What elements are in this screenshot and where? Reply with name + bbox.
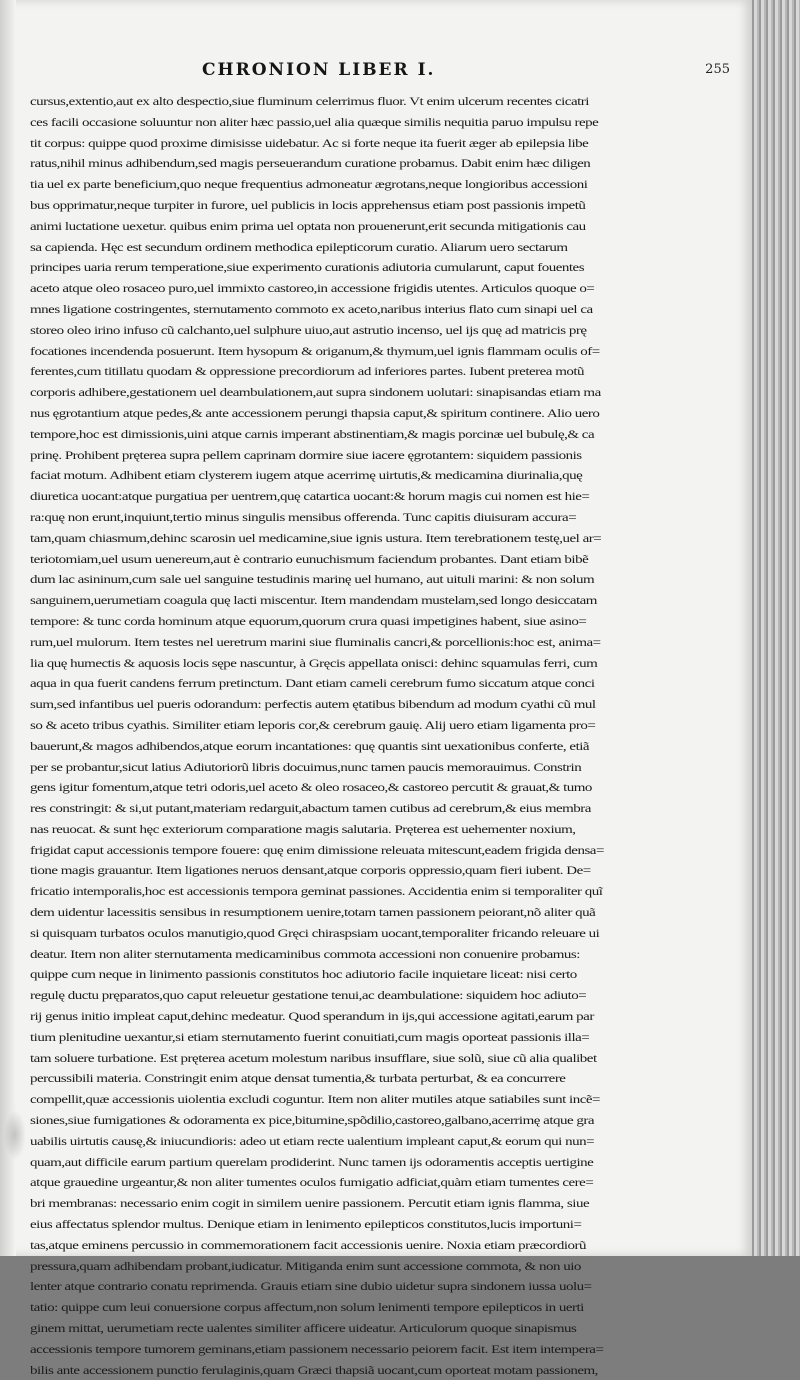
body-text	[30, 91, 670, 1380]
text-line: lia quę humectis & aquosis locis sępe nascuntur, à Gręcis appellata onisci: dehinc squamulas ferri, cum	[30, 655, 598, 670]
text-line: rum,uel mulorum. Item testes nel ueretrum marini siue fluminalis cancri,& porcellionis:hoc est, anima=	[30, 634, 601, 649]
text-line: tione magis grauantur. Item ligationes neruos densant,atque corporis oppressio,quam fieri iubent. De=	[30, 863, 591, 878]
text-line: ces facili occasione soluuntur non aliter hæc passio,uel alia quæque similis nequitia paruo impulsu repe	[30, 114, 599, 129]
text-line: tempore,hoc est dimissionis,uini atque carnis imperant abstinentiam,& magis porcinæ uel bubulę,& ca	[30, 426, 595, 441]
text-line: tam,quam chiasmum,dehinc scarosin uel medicamine,siue ignis ustura. Item terebrationem testę,uel ar=	[30, 530, 602, 545]
text-line: bilis ante accessionem punctio ferulaginis,quam Græci thapsiã uocant,cum oporteat motam passionem,	[30, 1362, 598, 1377]
text-line: sanguinem,uerumetiam coagula quę lacti miscentur. Item mandendam mustelam,sed longo desiccatam	[30, 593, 597, 608]
page-gutter	[0, 0, 16, 1256]
text-line: teriotomiam,uel usum uenereum,aut è contrario eunuchismum faciendum probantes. Dant etiam bibẽ	[30, 551, 589, 566]
text-line: accessionis tempore tumorem geminans,etiam passionem necessario peiorem facit. Est item intempera=	[30, 1341, 604, 1356]
text-line: aqua in qua fuerit candens ferrum pretinctum. Dant etiam cameli cerebrum fumo siccatum atque conci	[30, 676, 595, 691]
text-line: sa capienda. Hęc est secundum ordinem methodica epilepticorum curatio. Aliarum uero sectarum	[30, 239, 568, 254]
text-line: ginem mittat, uerumetiam recte ualentes similiter afficere uideatur. Articulorum quoque sinapismus	[30, 1321, 577, 1336]
text-line: nus ęgrotantium atque pedes,& ante accessionem perungi thapsia caput,& spiritum continere. Alio uero	[30, 405, 600, 420]
text-line: lenter atque contrario conatu reprimenda. Grauis etiam sine dubio uidetur supra sindonem iussa uolu=	[30, 1279, 592, 1294]
page-stain	[4, 1110, 26, 1160]
text-line: animi luctatione uexetur. quibus enim prima uel optata non prouenerunt,erit secunda mitigationis cau	[30, 218, 586, 233]
text-line: quam,aut difficile earum partium querelam prodiderint. Nunc tamen ijs odoramentis acceptis uertigine	[30, 1154, 594, 1169]
text-line: per se probantur,sicut latius Adiutoriorũ libris docuimus,nunc tamen paucis memorauimus. Constrin	[30, 759, 582, 774]
text-line: gens igitur fomentum,atque tetri odoris,uel aceto & oleo rosaceo,& castoreo percutit & grauat,& tumo	[30, 780, 592, 795]
text-line: so & aceto tribus cyathis. Similiter etiam leporis cor,& cerebrum gauię. Alij uero etiam ligamenta pro=	[30, 717, 596, 732]
text-line: eius affectatus splendor multus. Denique etiam in lenimento epilepticos constitutos,lucis importuni=	[30, 1217, 582, 1232]
text-line: res constringit: & si,ut putant,materiam redarguit,abactum tamen cutibus ad cerebrum,& eius membra	[30, 801, 591, 816]
text-line: faciat motum. Adhibent etiam clysterem iugem atque acerrimę uirtutis,& medicamina diurinalia,quę	[30, 468, 583, 483]
text-line: prinę. Prohibent pręterea supra pellem caprinam dormire siue iacere ęgrotantem: siquidem passionis	[30, 447, 582, 462]
text-line: tam soluere turbatione. Est pręterea acetum molestum naribus insufflare, siue solũ, siue cũ alia qualibet	[30, 1050, 597, 1065]
text-line: pressura,quam adhibendam probant,iudicatur. Mitiganda enim sunt accessione commota, & non uio	[30, 1258, 581, 1273]
text-line: rij genus initio impleat caput,dehinc medeatur. Quod sperandum in ijs,qui accessione agitati,earum par	[30, 1009, 594, 1024]
text-line: percussibili materia. Constringit enim atque densat tumentia,& turbata perturbat, & ea concurrere	[30, 1071, 566, 1086]
text-line: si quisquam turbatos oculos manutigio,quod Gręci chiraspsiam uocant,temporaliter fricando releuare ui	[30, 925, 600, 940]
text-line: fricatio intemporalis,hoc est accessionis tempora geminat passiones. Accidentia enim si temporaliter quĩ	[30, 884, 603, 899]
text-line: tatio: quippe cum leui conuersione corpus affectum,non solum lenimenti tempore epilepticos in uerti	[30, 1300, 584, 1315]
text-line: cursus,extentio,aut ex alto despectio,siue fluminum celerrimus fluor. Vt enim ulcerum recentes cicatri	[30, 94, 589, 108]
text-line: frigidat caput accessionis tempore fouere: quę enim dimissione releuata mitescunt,eadem frigida densa=	[30, 842, 604, 857]
text-line: atque grauedine urgeantur,& non aliter tumentes oculos fumigatio adficiat,quàm etiam tumentes cere=	[30, 1175, 594, 1190]
text-line: ratus,nihil minus adhibendum,sed magis perseuerandum curatione probamus. Dabit enim hæc diligen	[30, 156, 591, 171]
text-line: uabilis uirtutis causę,& iniucundioris: adeo ut etiam recte ualentium impleant caput,& eorum qui nun=	[30, 1133, 595, 1148]
text-line: dum lac asininum,cum sale uel sanguine testudinis marinę uel humano, aut uituli marini: & non solum	[30, 572, 595, 587]
text-line: tia uel ex parte beneficium,quo neque frequentius admoneatur ægrotans,neque longioribus accessioni	[30, 177, 588, 192]
text-line: regulę ductu pręparatos,quo caput releuetur gestatione tenui,ac deambulatione: siquidem hoc adiuto=	[30, 988, 587, 1003]
text-line: storeo oleo irino infuso cũ calchanto,uel sulphure uiuo,aut astrutio incenso, uel ijs quę ad matricis prę	[30, 322, 587, 337]
text-line: sum,sed infantibus uel pueris odorandum: perfectis autem ętatibus bibendum ad modum cyathi cũ mul	[30, 697, 596, 712]
text-line: tium plenitudine uexantur,si etiam sternutamento fuerint conuitiati,cum magis oporteat passionis illa=	[30, 1029, 590, 1044]
text-line: deatur. Item non aliter sternutamenta medicaminibus commota accessioni non conuenire probamus:	[30, 946, 580, 961]
text-line: siones,siue fumigationes & odoramenta ex pice,bitumine,spõdilio,castoreo,galbano,acerrimę atque gra	[30, 1113, 595, 1128]
text-line: bus opprimatur,neque turpiter in furore, uel publicis in locis apprehensus etiam post passionis impetũ	[30, 197, 586, 212]
text-line: principes uaria rerum temperatione,siue experimento curationis adiutoria cumularunt, caput fouentes	[30, 260, 585, 275]
page-number: 255	[705, 62, 730, 77]
text-line: tit corpus: quippe quod proxime dimisisse uidebatur. Ac si forte neque ita fuerit æger ab epilepsia libe	[30, 135, 589, 150]
text-line: ra:quę non erunt,inquiunt,tertio minus singulis mensibus offerenda. Tunc capitis diuisuram accura=	[30, 509, 577, 524]
text-line: bauerunt,& magos adhibendos,atque eorum incantationes: quę quantis sint uexationibus conferte, etiã	[30, 738, 590, 753]
text-line: aceto atque oleo rosaceo puro,uel immixto castoreo,in accessione frigidis utentes. Articulos quoque o=	[30, 281, 595, 296]
page-header	[150, 60, 730, 88]
text-line: ferentes,cum titillatu quodam & oppressione precordiorum ad inferiores partes. Iubent preterea motũ	[30, 364, 585, 379]
running-title: CHRONION LIBER I.	[202, 60, 436, 80]
text-line: bri membranas: necessario enim cogit in similem uenire passionem. Percutit etiam ignis flamma, siue	[30, 1196, 590, 1211]
text-line: tempore: & tunc corda hominum atque equorum,quorum crura quasi impetigines habent, siue asino=	[30, 613, 587, 628]
text-line: tas,atque eminens percussio in commemorationem facit accessionis uenire. Noxia etiam præcordiorũ	[30, 1237, 586, 1252]
text-line: compellit,quæ accessionis uiolentia excludi coguntur. Item non aliter mutiles atque satiabiles sunt incẽ=	[30, 1092, 600, 1107]
text-line: diuretica uocant:atque purgatiua per uentrem,quę catartica uocant:& horum magis cui nomen est hie=	[30, 489, 590, 504]
text-line: dem uidentur lacessitis sensibus in resumptionem uenire,totam tamen passionem peiorant,nõ aliter quã	[30, 905, 596, 920]
text-line: quippe cum neque in linimento passionis constitutos hoc adiutorio facile inquietare liceat: nisi certo	[30, 967, 577, 982]
book-edge	[752, 0, 800, 1256]
text-line: nas reuocat. & sunt hęc exteriorum comparatione magis salutaria. Pręterea est uehementer noxium,	[30, 821, 576, 836]
text-line: corporis adhibere,gestationem uel deambulationem,aut supra sindonem uolutari: sinapisandas etiam ma	[30, 385, 601, 400]
text-line: focationes incendenda posuerunt. Item hysopum & origanum,& thymum,uel ignis flammam oculis of=	[30, 343, 600, 358]
text-line: mnes ligatione costringentes, sternutamento commoto ex aceto,naribus interius flato cum sinapi uel ca	[30, 301, 593, 316]
